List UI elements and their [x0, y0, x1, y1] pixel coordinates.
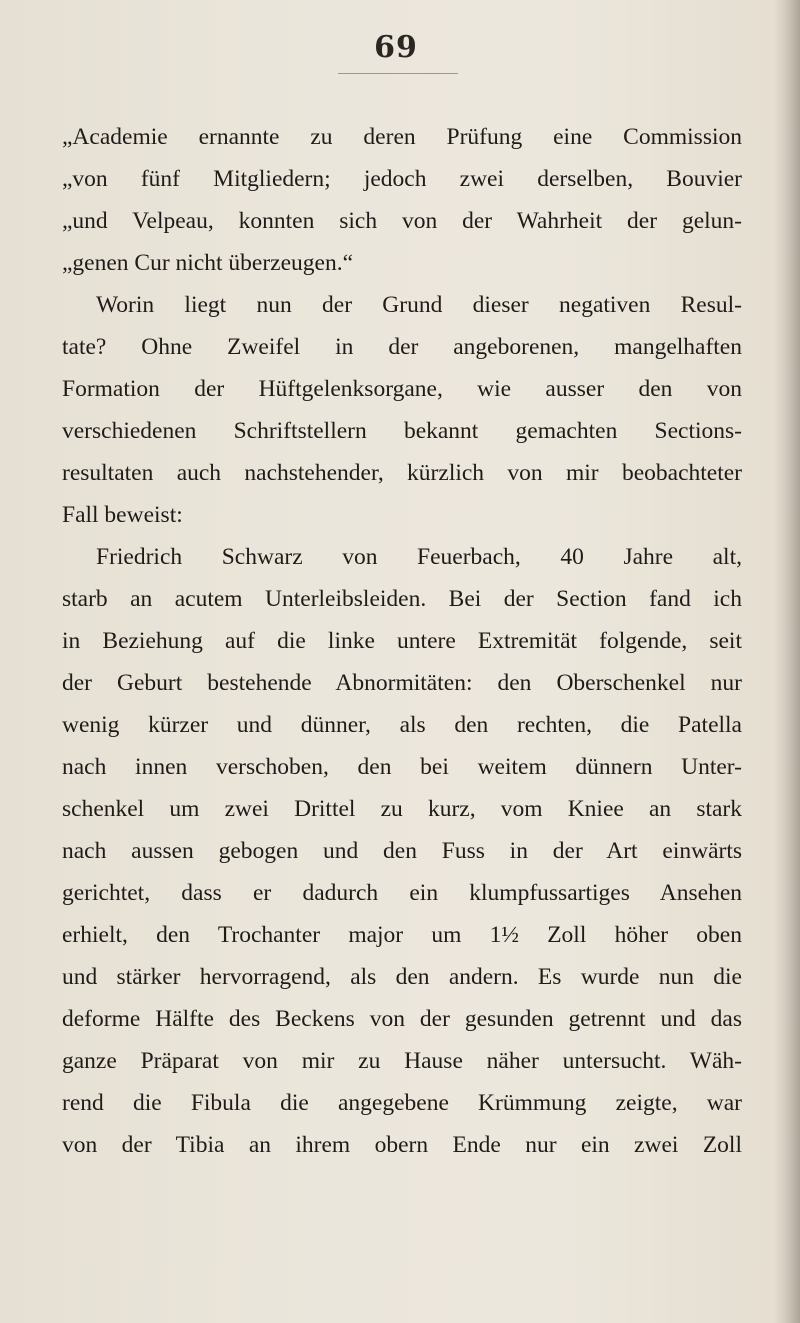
text-line: Worin liegt nun der Grund dieser negativen Resul- [96, 292, 742, 318]
text-line: in Beziehung auf die linke untere Extremität folgende, seit [62, 628, 742, 654]
text-line: Friedrich Schwarz von Feuerbach, 40 Jahre alt, [96, 544, 742, 570]
text-line: ganze Präparat von mir zu Hause näher untersucht. Wäh- [62, 1048, 742, 1074]
text-line: „von fünf Mitgliedern; jedoch zwei derselben, Bouvier [62, 166, 742, 192]
text-line: erhielt, den Trochanter major um 1½ Zoll höher oben [62, 922, 742, 948]
text-line: wenig kürzer und dünner, als den rechten, die Patella [62, 712, 742, 738]
page-edge-shadow [774, 0, 800, 1323]
text-line: „genen Cur nicht überzeugen.“ [62, 250, 354, 276]
body-text [62, 116, 742, 1166]
page-number: 69 [374, 30, 418, 65]
text-line: rend die Fibula die angegebene Krümmung zeigte, war [62, 1090, 742, 1116]
text-line: schenkel um zwei Drittel zu kurz, vom Kniee an stark [62, 796, 742, 822]
text-line: deforme Hälfte des Beckens von der gesunden getrennt und das [62, 1006, 742, 1032]
text-line: verschiedenen Schriftstellern bekannt gemachten Sections- [62, 418, 742, 444]
text-line: resultaten auch nachstehender, kürzlich von mir beobachteter [62, 460, 742, 486]
header-rule [338, 73, 458, 74]
text-line: und stärker hervorragend, als den andern. Es wurde nun die [62, 964, 742, 990]
text-line: der Geburt bestehende Abnormitäten: den Oberschenkel nur [62, 670, 742, 696]
text-line: Formation der Hüftgelenksorgane, wie ausser den von [62, 376, 742, 402]
text-line: „und Velpeau, konnten sich von der Wahrheit der gelun- [62, 208, 742, 234]
text-line: nach innen verschoben, den bei weitem dünnern Unter- [62, 754, 742, 780]
text-line: von der Tibia an ihrem obern Ende nur ein zwei Zoll [62, 1132, 742, 1158]
text-line: „Academie ernannte zu deren Prüfung eine Commission [62, 124, 742, 150]
text-line: nach aussen gebogen und den Fuss in der Art einwärts [62, 838, 742, 864]
text-line: gerichtet, dass er dadurch ein klumpfussartiges Ansehen [62, 880, 742, 906]
text-line: tate? Ohne Zweifel in der angeborenen, mangelhaften [62, 334, 742, 360]
text-line: starb an acutem Unterleibsleiden. Bei der Section fand ich [62, 586, 742, 612]
text-line: Fall beweist: [62, 502, 183, 528]
